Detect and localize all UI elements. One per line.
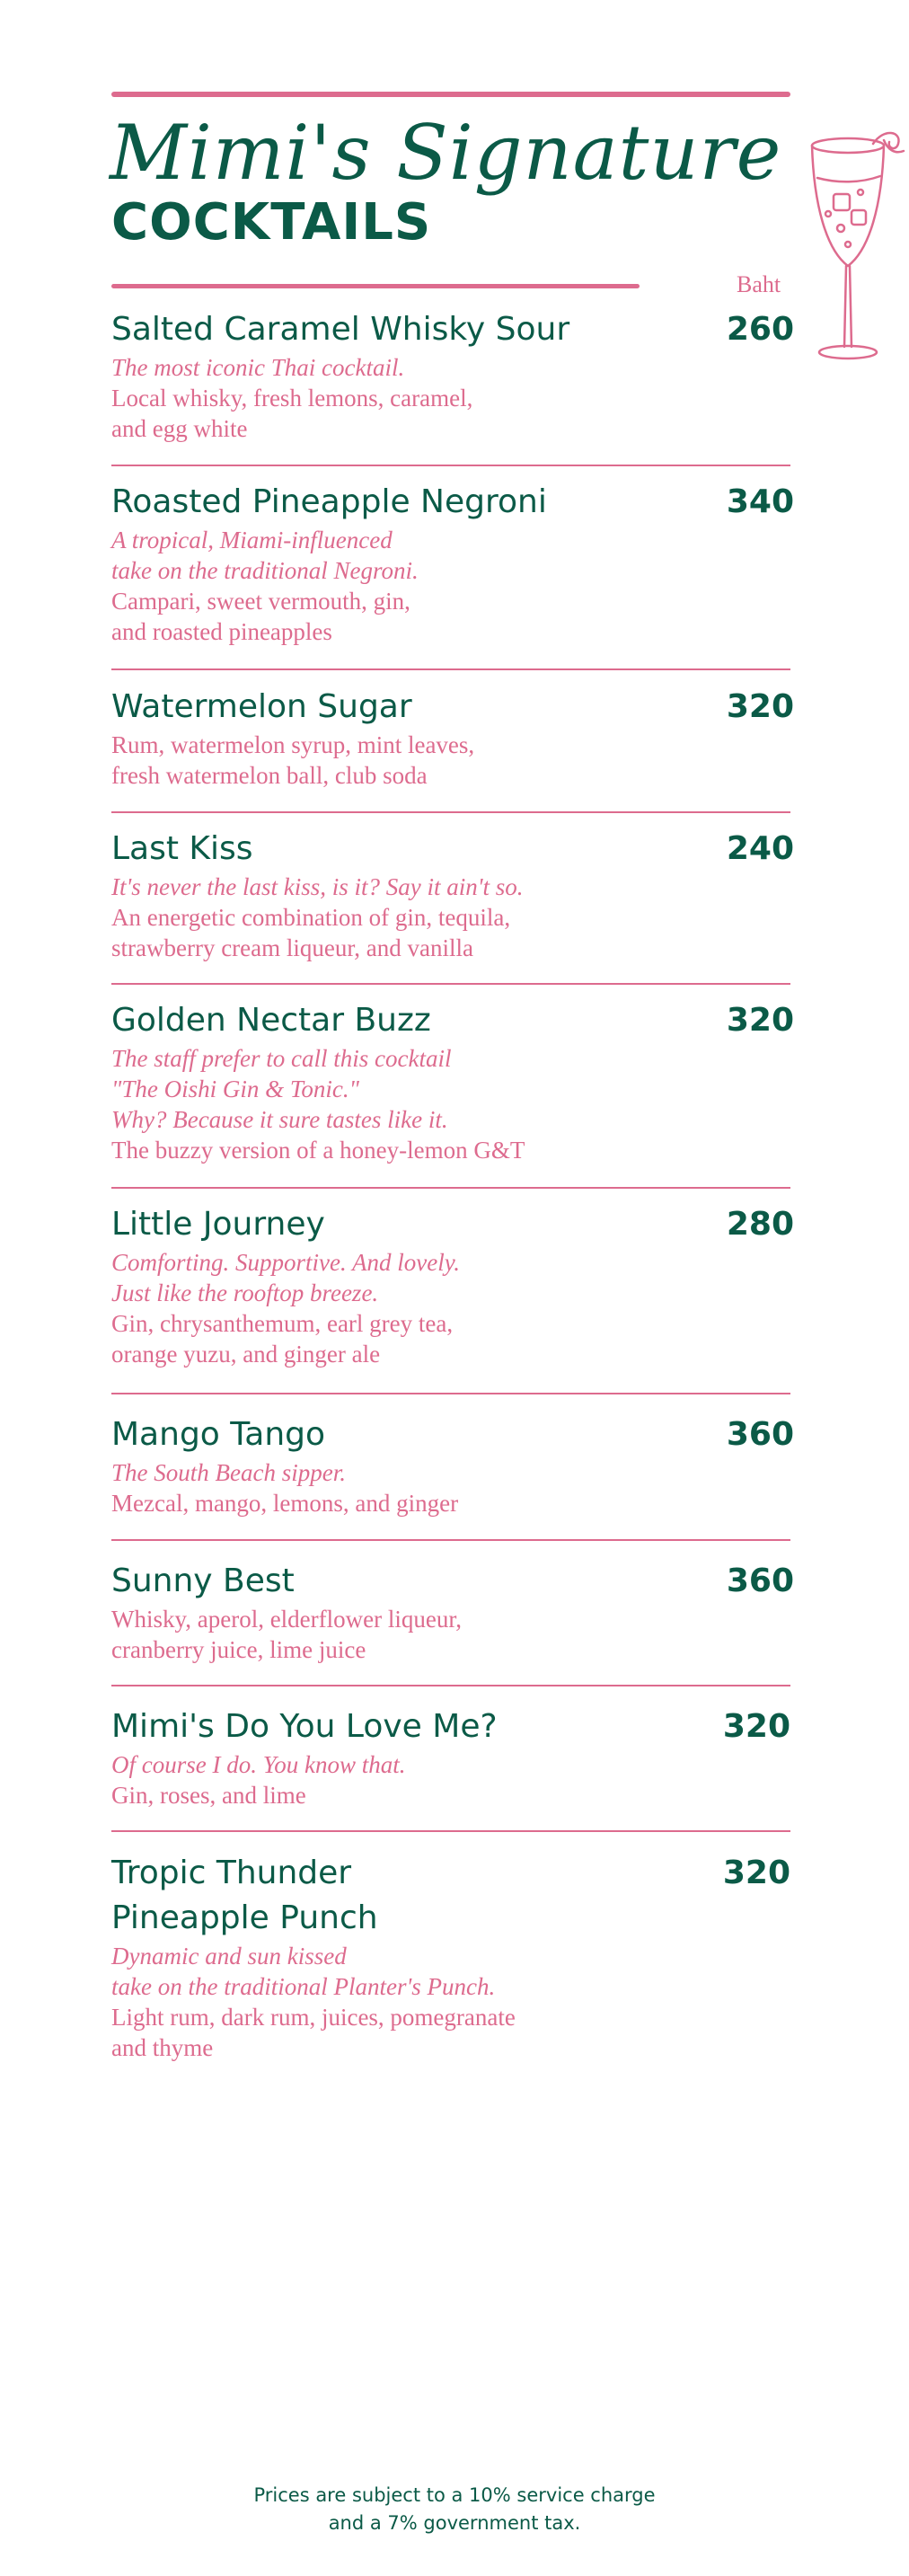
item-description: An energetic combination of gin, tequila, strawberry cream liqueur, and vanilla <box>111 904 511 961</box>
item-name: Little Journey <box>111 1206 325 1243</box>
menu-title-script: Mimi's Signature <box>110 109 782 197</box>
list-item <box>111 1559 803 1665</box>
item-name: Watermelon Sugar <box>111 688 412 725</box>
list-item <box>111 685 803 791</box>
list-item <box>111 480 803 647</box>
item-description: Rum, watermelon syrup, mint leaves, fresh watermelon ball, club soda <box>111 731 475 789</box>
item-description: Local whisky, fresh lemons, caramel, and egg white <box>111 385 473 442</box>
list-item <box>111 1412 803 1518</box>
item-name: Mimi's Do You Love Me? <box>111 1708 498 1745</box>
item-tagline: Dynamic and sun kissed take on the traditional Planter's Punch. <box>111 1943 496 2000</box>
item-price: 360 <box>726 1416 794 1453</box>
item-description: Light rum, dark rum, juices, pomegranate and thyme <box>111 2004 516 2061</box>
item-name: Sunny Best <box>111 1562 295 1599</box>
item-description: Whisky, aperol, elderflower liqueur, cranberry juice, lime juice <box>111 1606 463 1663</box>
item-price: 320 <box>726 688 794 725</box>
item-tagline: The staff prefer to call this cocktail "The Oishi Gin & Tonic." Why? Because it sure tastes like it. <box>111 1045 452 1133</box>
item-divider <box>111 983 790 985</box>
item-divider <box>111 1539 790 1541</box>
item-tagline: Of course I do. You know that. <box>111 1751 406 1778</box>
item-description: Gin, roses, and lime <box>111 1782 306 1809</box>
item-divider <box>111 1830 790 1832</box>
item-divider <box>111 1187 790 1189</box>
item-price: 280 <box>726 1206 794 1243</box>
item-name: Mango Tango <box>111 1416 326 1453</box>
item-price: 360 <box>726 1562 794 1599</box>
item-price: 340 <box>726 483 794 520</box>
item-price: 320 <box>726 1002 794 1039</box>
list-item <box>111 1851 803 2063</box>
item-divider <box>111 1393 790 1394</box>
item-description: Gin, chrysanthemum, earl grey tea, orange yuzu, and ginger ale <box>111 1310 454 1368</box>
footer-note: Prices are subject to a 10% service charge and a 7% government tax. <box>253 2484 656 2534</box>
item-tagline: The most iconic Thai cocktail. <box>111 354 405 381</box>
list-item <box>111 998 803 1165</box>
item-divider <box>111 668 790 670</box>
item-price: 260 <box>726 311 794 348</box>
item-description: Mezcal, mango, lemons, and ginger <box>111 1490 459 1517</box>
item-name: Golden Nectar Buzz <box>111 1002 431 1039</box>
item-description: The buzzy version of a honey-lemon G&T <box>111 1137 525 1164</box>
currency-label: Baht <box>737 271 781 297</box>
item-name: Salted Caramel Whisky Sour <box>111 311 570 348</box>
item-price: 320 <box>722 1855 790 1891</box>
item-tagline: It's never the last kiss, is it? Say it ain't so. <box>111 873 524 900</box>
item-description: Campari, sweet vermouth, gin, and roasted pineapples <box>111 588 410 645</box>
item-name: Roasted Pineapple Negroni <box>111 483 547 520</box>
item-name: Tropic Thunder Pineapple Punch <box>111 1855 378 1936</box>
cocktail-glass-icon <box>801 124 909 372</box>
item-price: 240 <box>726 830 794 867</box>
item-tagline: A tropical, Miami-influenced take on the traditional Negroni. <box>111 527 419 584</box>
list-item <box>111 307 803 444</box>
item-price: 320 <box>722 1708 790 1745</box>
menu-title: COCKTAILS <box>111 193 432 252</box>
list-item <box>111 827 803 963</box>
item-divider <box>111 811 790 813</box>
list-item <box>111 1202 803 1369</box>
list-item <box>111 1704 803 1810</box>
top-divider <box>111 92 790 97</box>
item-tagline: Comforting. Supportive. And lovely. Just like the rooftop breeze. <box>111 1249 460 1306</box>
item-divider <box>111 465 790 466</box>
item-tagline: The South Beach sipper. <box>111 1459 346 1486</box>
item-name: Last Kiss <box>111 830 253 867</box>
title-underline <box>111 284 640 288</box>
item-divider <box>111 1685 790 1686</box>
